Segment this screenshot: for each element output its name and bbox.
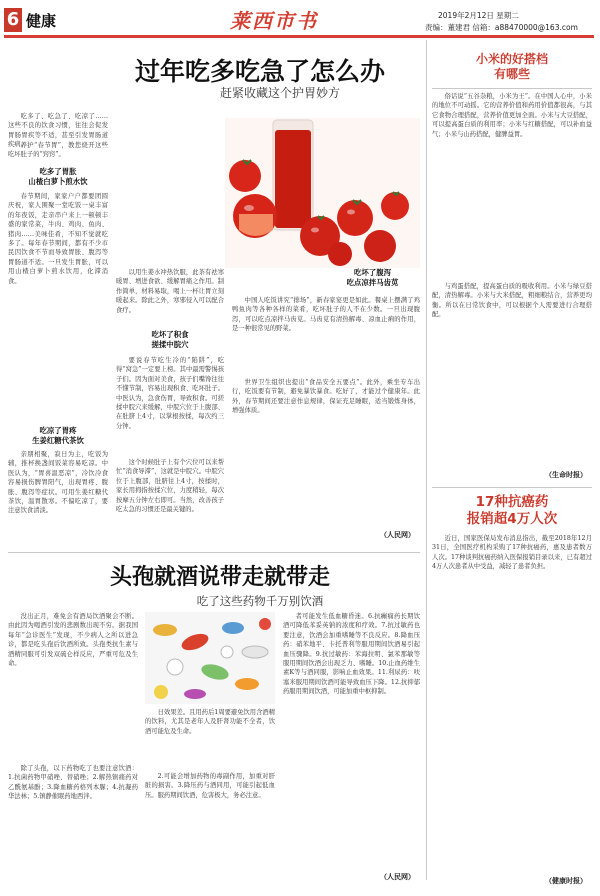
issue-date: 2019年2月12日 星期二: [438, 11, 519, 20]
sidebar2-top-rule: [432, 487, 592, 488]
subhead-diarrhea: 吃坏了腹泻 吃点凉拌马齿苋: [346, 268, 399, 287]
sidebar2-title: 17种抗癌药 报销超4万人次: [466, 494, 558, 527]
article1-col1-body-2: 亲朋相聚，寂日为主，吃饭为辅，推杯换盏间饭菜容易吃凉。中医认为，“胃喜温恶凉”，冷饮冷食容易损伤脾胃阳气，出现胃疼、腹胀、腹泻等症状。可用生姜红糖代茶饮，温胃散寒。不偏吃凉了，要注意饮食清淡。: [8, 451, 108, 515]
article1-col2-body: 以用生姜水冲热饮服，此茶有祛寒暖胃、增进食欲、缓解胃痛之作用。制作简单，材料易取，喝上一杯让胃立刻暖起来。除此之外，寒邪侵入可以配合食疗。: [116, 269, 224, 314]
article2-col2-body: 日效果差。且用药后1周要避免饮用含酒精的饮料，尤其是老年人及肝肾功能不全者，饮酒可能危及生命。: [145, 709, 275, 735]
sidebar1-title-rule: [432, 88, 592, 89]
article2-col1-body: 没出正月，难免会有酒局饮酒聚会不断。由此因为喝酒引发的悲剧数出现不穷。据我国每年“急诊医生”发现，不少病人之所以进急诊，都是吃头孢后饮酒所致。头孢类抗生素与酒精同服可引发双硫仑样反应，严重可危及生命。: [8, 613, 138, 668]
page-number-badge: 6: [4, 8, 22, 32]
subhead-stomach-cold: 吃凉了胃疼 生姜红糖代茶饮: [32, 426, 84, 445]
article2-source: （人民网）: [380, 872, 415, 881]
tomato-illustration: [225, 118, 420, 268]
article2-title: 头孢就酒说带走就带走: [109, 565, 330, 590]
article2-top-rule: [8, 552, 420, 553]
article2-col2-body-2: 2.可能会增加药物的毒副作用，加重对肝脏的损害。3.降压药与酒同用，可能引起低血压。服药期间饮酒，危害极大，务必注意。: [145, 773, 275, 799]
section-label: 健康: [26, 12, 57, 30]
tomato-juice-photo: [225, 118, 420, 268]
article2-col1-body-2: 除了头孢，以下药物吃了也要注意饮酒：1.抗菌药物甲硝唑、替硝唑；2.解热镇痛药对乙酰氨基酚；3.降血糖药格列本脲；4.抗凝药华法林；5.镇静催眠药地西泮。: [8, 765, 138, 801]
article1-subtitle: 赶紧收藏这个护胃妙方: [219, 86, 340, 100]
sidebar1-title: 小米的好搭档 有哪些: [475, 52, 548, 81]
pills-photo: [145, 612, 275, 704]
article1-col1-body: 春节期间，家家户户都要团圆庆祝，家人围聚一堂吃饭一桌丰富的年夜饭，走亲串户来上一顿顿丰盛的家常菜，牛肉、鸡肉、鱼肉、猪肉……美味佳肴，不知不觉就吃多了。每年春节期间，都有不少市民因饮食不节而导致胃胀、腹泻等胃肠道不适。一旦发生胃胀，可以用山楂白萝卜煎水饮用，化滞消食。: [8, 193, 108, 285]
masthead-logo: 莱西市书: [230, 9, 318, 33]
article1-title: 过年吃多吃急了怎么办: [134, 57, 385, 86]
article1-intro: 吃多了、吃急了、吃凉了……这些不良的饮食习惯，往往会促发胃肠胃疾等不适，甚至引发胃肠道疾病。: [8, 113, 108, 149]
sidebar2-body: 近日，国家医保局发布消息指出，截至2018年12月31日，全国医疗机构采购了17种抗癌药，惠及患者数万人次。17种谈判抗癌药纳入医保报销目录以来，已有超过4万人次患者从中受益，减轻了患者负担。: [432, 535, 592, 571]
column-divider: [426, 40, 427, 880]
article1-col2-body-3: 这个时候肚子上有个穴位可以来帮忙“消食导滞”，这就是中脘穴。中脘穴位于上腹部，肚脐往上4寸，按揉时，家长用拇指按揉穴位，力度稍轻，每次按摩五分钟左右即可。当然，改善孩子吃太急的习惯还是最关键的。: [116, 459, 224, 514]
article1-intro-2: 养护“春节胃”，教您烧开这些吃坏肚子的“窍窍”。: [8, 142, 108, 159]
header-rule: [4, 35, 594, 38]
article2-subtitle: 吃了这些药物千万别饮酒: [196, 594, 324, 608]
article2-col3-body: 者可能发生低血糖昏迷。6.抗癫痫药长期饮酒可降低苯妥英钠的浓度和疗效。7.抗过敏药也要注意，饮酒会加重嗜睡等不良反应。8.降血压药：硝苯地平、卡托普利等服用期间饮酒易引起血压骤降。9.抗过敏药：苯海拉明、氯苯那敏等服用期间饮酒会出现乏力、嗜睡。10.止血药维生素K等与酒同服，影响止血效果。11.利尿药：呋塞米服用期间饮酒可能导致血压下降。12.抗抑郁药服用期间饮酒，可能加重中枢抑制。: [283, 613, 420, 696]
subhead-stomach-bloating: 吃多了胃胀 山楂白萝卜煎水饮: [28, 167, 88, 186]
article1-source: （人民网）: [380, 530, 415, 539]
article1-col3-body-2: 世界卫生组织也提出“食品安全五要点”。此外，乘坐专车出行，吃饭要有节制，避免暴饮暴食。吃好了，才能过个健康年。此外，春节期间还要注意作息规律，保证充足睡眠，适当锻炼身体，增强体质。: [232, 379, 420, 415]
page-header: [0, 0, 600, 42]
subhead-indigestion: 吃坏了积食 搓揉中脘穴: [151, 330, 189, 349]
editor-info: 责编：董建君 信箱：a88470000@163.com: [425, 23, 578, 32]
sidebar1-body-2: 与鸡蛋搭配，提高蛋白质的吸收利用。小米与绿豆搭配，清热解毒。小米与大米搭配，粗细粮结合，营养更均衡。所以在日常饮食中，可以根据个人需要进行合理搭配。: [432, 283, 592, 319]
pills-illustration: [145, 612, 275, 704]
sidebar1-source: （生命时报）: [545, 470, 587, 479]
sidebar1-body: 俗话说“五谷杂粮，小米为王”。在中国人心中，小米的地位不可动摇。它的营养价值和药用价值都很高，与其它食物合理搭配，营养价值更加全面。小米与大豆搭配，可以提高蛋白质的利用率；小米与红糖搭配，可以补血益气；小米与山药搭配，健脾益胃。: [432, 93, 592, 138]
article1-col3-body: 中国人吃饭讲究“排场”，新春家宴更是如此。餐桌上摆满了鸡鸭鱼肉等各种各样的菜肴，吃坏肚子的人不在少数。一旦出现腹泻，可以吃点凉拌马齿苋。马齿苋有清热解毒、凉血止痢的作用，是一种很常见的野菜。: [232, 297, 420, 333]
article1-col2-body-2: 要说春节吃生冷的“陷阱”，吃得“窝急”一定要上榜。其中最需警惕孩子们。因为面对美食，孩子们嘴馋往往不懂节制，容易出现积食、吃坏肚子。中医认为，急食伤胃，导致积食。可搓揉中脘穴来缓解，中脘穴位于上腹部、在肚脐上4寸，以掌根按揉，每次约三分钟。: [116, 357, 224, 430]
sidebar2-source: （健康时报）: [545, 876, 587, 885]
